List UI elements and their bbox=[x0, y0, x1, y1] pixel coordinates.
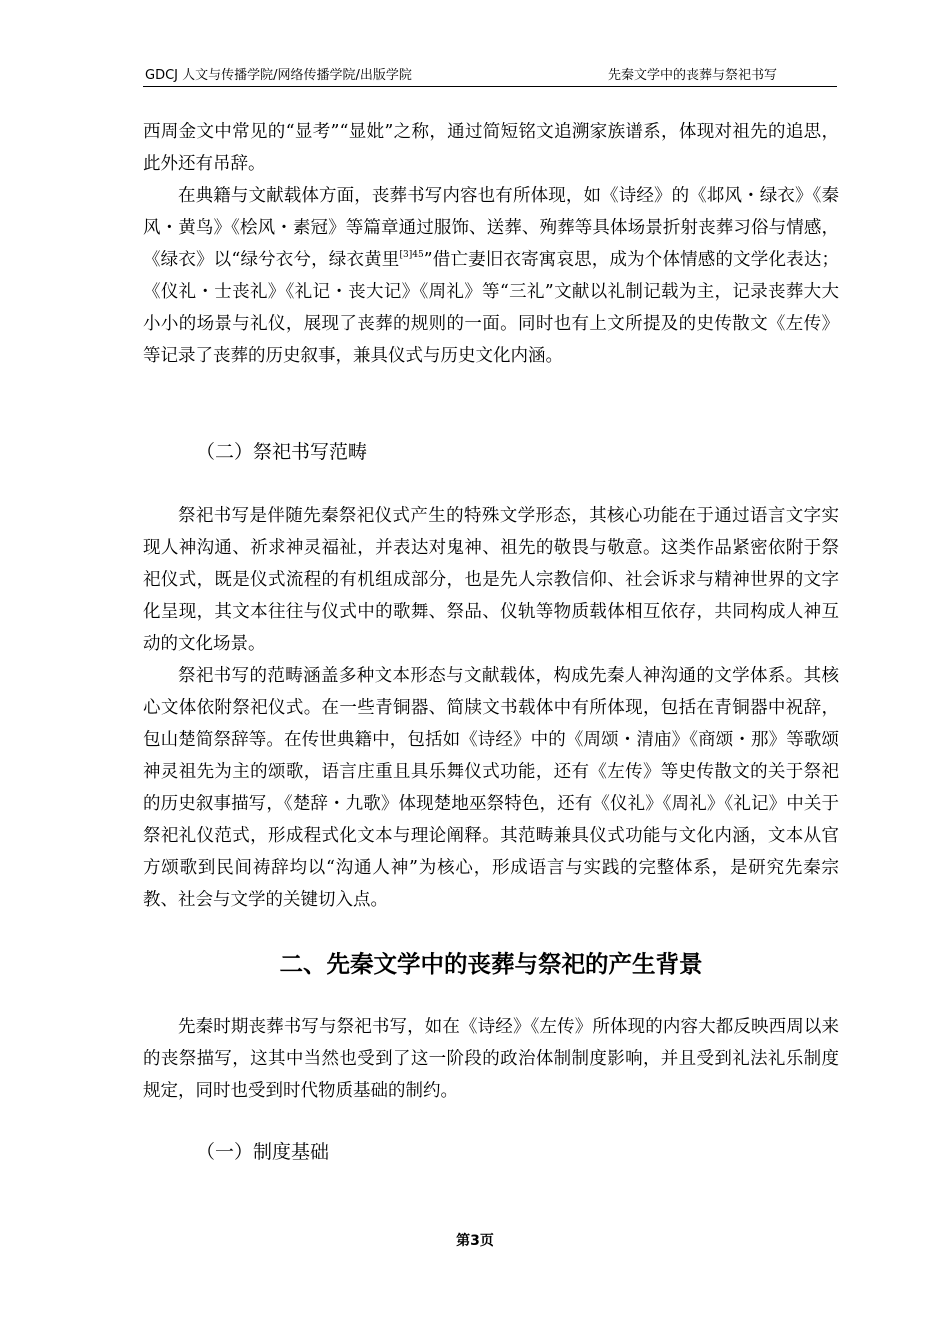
subheading-institutional-basis: （一）制度基础 bbox=[196, 1141, 330, 1163]
header-institution: GDCJ 人文与传播学院/网络传播学院/出版学院 bbox=[145, 68, 412, 83]
citation-reference: [3]45 bbox=[399, 250, 424, 260]
section-title: 二、先秦文学中的丧葬与祭祀的产生背景 bbox=[279, 950, 703, 978]
paragraph-sacrifice-categories: 祭祀书写的范畴涵盖多种文本形态与文献载体，构成先秦人神沟通的文学体系。其核心文体依附祭祀仪式。在一些青铜器、简牍文书载体中有所体现，包括在青铜器中祝辞，包山楚简祭辞等。在传世典籍中，包括如《诗经》中的《周颂・清庙》《商颂・那》等歌颂神灵祖先为主的颂歌，语言庄重且具乐舞仪式功能，还有《左传》等史传散文的关于祭祀的历史叙事描写，《楚辞・九歌》体现楚地巫祭特色，还有《仪礼》《周礼》《礼记》中关于祭祀礼仪范式，形成程式化文本与理论阐释。其范畴兼具仪式功能与文化内涵，文本从官方颂歌到民间祷辞均以“沟通人神”为核心，形成语言与实践的完整体系，是研究先秦宗教、社会与文学的关键切入点。 bbox=[143, 666, 839, 910]
page-header bbox=[143, 68, 837, 87]
paragraph-classics-funeral bbox=[143, 180, 839, 372]
page-number: 第3页 bbox=[456, 1233, 494, 1249]
paragraph-background: 先秦时期丧葬书写与祭祀书写，如在《诗经》《左传》所体现的内容大都反映西周以来的丧祭描写，这其中当然也受到了这一阶段的政治体制制度影响，并且受到礼法礼乐制度规定，同时也受到时代物质基础的制约。 bbox=[143, 1017, 839, 1101]
header-document-title: 先秦文学中的丧葬与祭祀书写 bbox=[607, 68, 777, 83]
paragraph-sacrifice-definition: 祭祀书写是伴随先秦祭祀仪式产生的特殊文学形态，其核心功能在于通过语言文字实现人神沟通、祈求神灵福祉，并表达对鬼神、祖先的敬畏与敬意。这类作品紧密依附于祭祀仪式，既是仪式流程的有机组成部分，也是先人宗教信仰、社会诉求与精神世界的文字化呈现，其文本往往与仪式中的歌舞、祭品、仪轨等物质载体相互依存，共同构成人神互动的文化场景。 bbox=[143, 506, 839, 654]
paragraph-text: 在典籍与文献载体方面，丧葬书写内容也有所体现，如《诗经》的《邶风・绿衣》《秦风・黄鸟》《桧风・素冠》等篇章通过服饰、送葬、殉葬等具体场景折射丧葬习俗与情感，《绿衣》以“绿兮衣兮，绿衣黄里 bbox=[143, 186, 839, 270]
subheading-sacrifice-scope: （二）祭祀书写范畴 bbox=[196, 441, 368, 463]
paragraph-text: ”借亡妻旧衣寄寓哀思，成为个体情感的文学化表达；《仪礼・士丧礼》《礼记・丧大记》《周礼》等“三礼”文献以礼制记载为主，记录丧葬大大小小的场景与礼仪，展现了丧葬的规则的一面。同时也有上文所提及的史传散文《左传》等记录了丧葬的历史叙事，兼具仪式与历史文化内涵。 bbox=[143, 250, 839, 366]
paragraph-bronze-inscriptions: 西周金文中常见的“显考”“显妣”之称，通过简短铭文追溯家族谱系，体现对祖先的追思，此外还有吊辞。 bbox=[143, 122, 839, 174]
